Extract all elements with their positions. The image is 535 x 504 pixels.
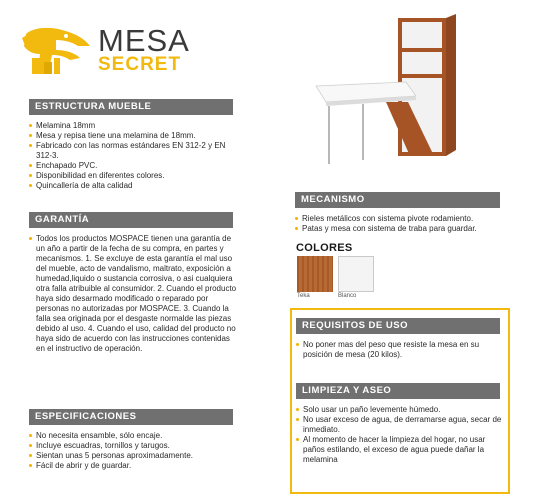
list-item: Quincallería de alta calidad xyxy=(29,181,235,191)
elephant-icon xyxy=(18,24,98,80)
list-item: Todos los productos MOSPACE tienen una garantía de un año a partir de la fecha de su compra, en partes y mecanismos. 1. Se excluye de esta garantía el mal uso del mueble, acto de vandalismo, maltrato, exposición a humedad,liquido o sustancia corrosiva, o asi cualquiera otra falla atribuible al consumidor. 2. Cuando el producto haya sido desarmado modificado o reparado por personas no autorizadas por MOSPACE. 3. Cuando la falla sea originada por el desgaste normalde las piezas debido al uso. 4. Cuando el uso, calidad del producto no haya sido de acuerdo con las instrucciones contenidas en el instructivo de operación. xyxy=(29,234,241,354)
list-item: No usar exceso de agua, de derramarse agua, secar de inmediato. xyxy=(296,415,504,435)
list-item: Rieles metálicos con sistema pivote rodamiento. xyxy=(295,214,507,224)
care-box xyxy=(290,308,510,494)
list-item: No necesita ensamble, sólo encaje. xyxy=(29,431,235,441)
requisitos-list xyxy=(296,340,504,360)
list-item: Fabricado con las normas estándares EN 312-2 y EN 312-3. xyxy=(29,141,235,161)
garantia-list xyxy=(29,234,241,354)
especificaciones-header: ESPECIFICACIONES xyxy=(29,409,233,425)
mecanismo-list xyxy=(295,214,507,234)
mecanismo-header: MECANISMO xyxy=(295,192,500,208)
estructura-header: ESTRUCTURA MUEBLE xyxy=(29,99,233,115)
product-image xyxy=(310,14,460,174)
list-item: Disponibilidad en diferentes colores. xyxy=(29,171,235,181)
color-swatch-blanco xyxy=(338,256,374,292)
limpieza-header: LIMPIEZA Y ASEO xyxy=(296,383,500,399)
list-item: Enchapado PVC. xyxy=(29,161,235,171)
especificaciones-list xyxy=(29,431,235,471)
color-label-blanco: Blanco xyxy=(338,293,357,299)
brand-name: MESA xyxy=(98,23,190,58)
list-item: No poner mas del peso que resiste la mesa en su posición de mesa (20 kilos). xyxy=(296,340,504,360)
colores-title: COLORES xyxy=(296,242,353,254)
list-item: Patas y mesa con sistema de traba para guardar. xyxy=(295,224,507,234)
color-label-teka: Teka xyxy=(297,293,310,299)
garantia-header: GARANTÍA xyxy=(29,212,233,228)
list-item: Mesa y repisa tiene una melamina de 18mm. xyxy=(29,131,235,141)
list-item: Incluye escuadras, tornillos y tarugos. xyxy=(29,441,235,451)
list-item: Melamina 18mm xyxy=(29,121,235,131)
brand-subname: SECRET xyxy=(98,54,182,75)
list-item: Fácil de abrir y de guardar. xyxy=(29,461,235,471)
estructura-list xyxy=(29,121,235,191)
list-item: Solo usar un paño levemente húmedo. xyxy=(296,405,504,415)
color-swatch-teka xyxy=(297,256,333,292)
list-item: Sientan unas 5 personas aproximadamente. xyxy=(29,451,235,461)
list-item: Al momento de hacer la limpieza del hogar, no usar paños estilando, el exceso de agua puede dañar la melamina xyxy=(296,435,504,465)
requisitos-header: REQUISITOS DE USO xyxy=(296,318,500,334)
limpieza-list xyxy=(296,405,504,465)
